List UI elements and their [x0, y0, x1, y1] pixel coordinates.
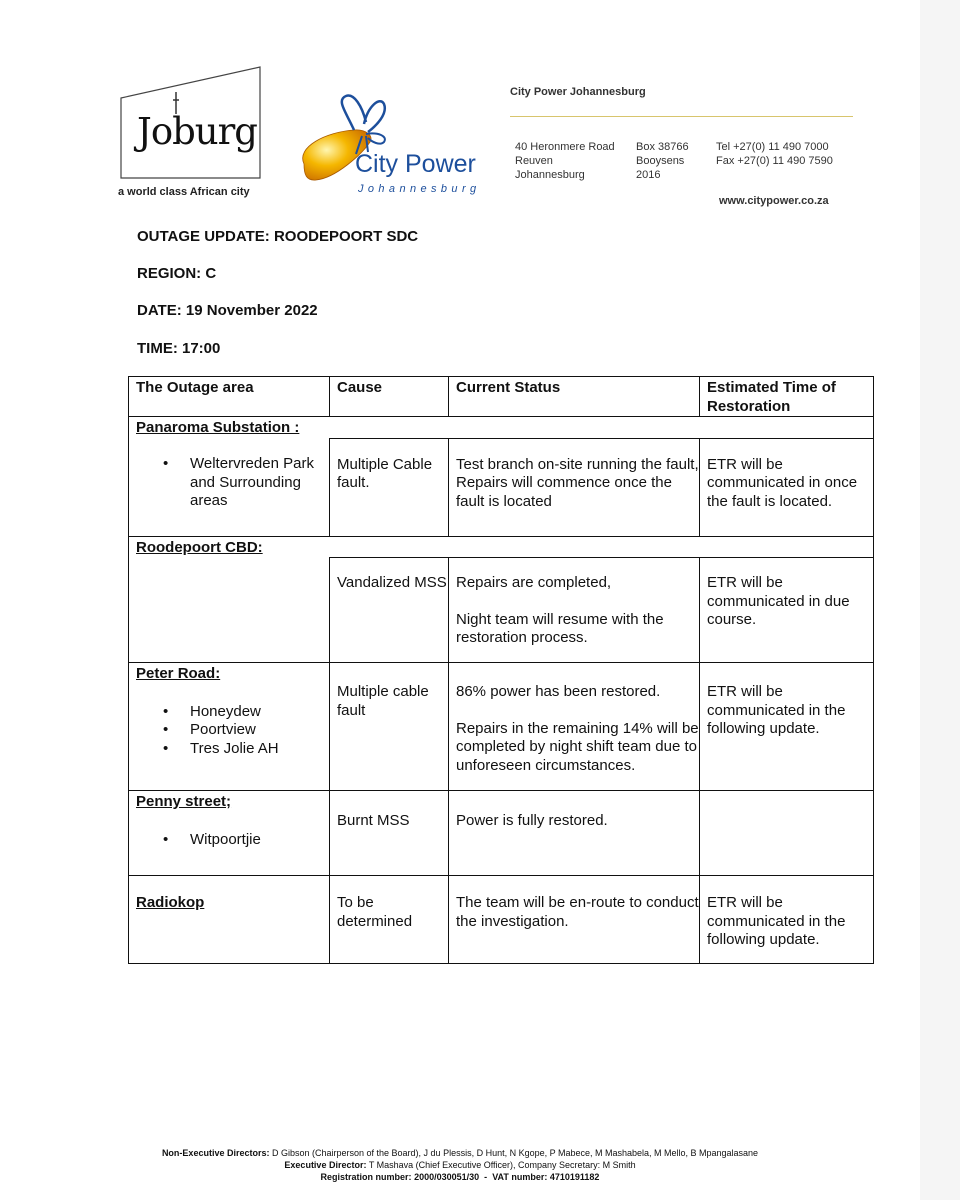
- footer-value: D Gibson (Chairperson of the Board), J du Plessis, D Hunt, N Kgope, P Mabece, M Mashabela, M Mello, B Mpangalasane: [271, 1148, 759, 1158]
- box-block: [636, 140, 689, 182]
- joburg-wordmark: Joburg: [137, 110, 257, 153]
- address-line: 40 Heronmere Road: [515, 141, 615, 153]
- cause-cell: Burnt MSS: [330, 791, 449, 876]
- footer-registration: [0, 1172, 920, 1182]
- phone-block: [716, 140, 833, 168]
- area-heading: Panaroma Substation :: [129, 417, 874, 439]
- table-row: [129, 417, 874, 439]
- box-line: Box 38766: [636, 141, 689, 153]
- document-title: OUTAGE UPDATE: ROODEPOORT SDC: [137, 228, 419, 245]
- footer-separator: -: [484, 1172, 488, 1182]
- column-header: Current Status: [449, 377, 700, 417]
- page-margin: [920, 0, 960, 1200]
- list-item: • Weltervreden Park and Surrounding areas: [136, 455, 329, 511]
- etr-cell: ETR will be communicated in the following update.: [700, 876, 874, 964]
- etr-cell: ETR will be communicated in the following update.: [700, 663, 874, 791]
- table-row: [129, 558, 874, 663]
- list-item: • Tres Jolie AH: [136, 740, 329, 759]
- footer-label: Executive Director:: [284, 1160, 367, 1170]
- website-link[interactable]: www.citypower.co.za: [719, 195, 829, 207]
- area-cell: [129, 663, 330, 791]
- status-line: Repairs are completed,: [456, 574, 612, 591]
- city-power-wordmark: City Power: [355, 150, 476, 178]
- box-line: 2016: [636, 169, 661, 181]
- box-line: Booysens: [636, 155, 685, 167]
- cause-cell: To be determined: [330, 876, 449, 964]
- address-block: [515, 140, 615, 182]
- phone-line: Tel +27(0) 11 490 7000: [716, 141, 829, 153]
- table-row: [129, 663, 874, 791]
- status-line: Repairs in the remaining 14% will be completed by night shift team due to unforeseen circumstances.: [456, 719, 699, 774]
- cause-cell: Multiple cable fault: [330, 663, 449, 791]
- footer-label: Registration number:: [320, 1172, 412, 1182]
- status-cell: Power is fully restored.: [449, 791, 700, 876]
- column-header: Estimated Time of Restoration: [700, 377, 874, 417]
- joburg-logo: [120, 66, 260, 178]
- status-line: Night team will resume with the restoration process.: [456, 610, 664, 646]
- company-name: City Power Johannesburg: [510, 86, 646, 98]
- area-heading: Radiokop: [136, 894, 205, 911]
- time-label: TIME: 17:00: [137, 340, 221, 357]
- table-row: [129, 876, 874, 964]
- etr-cell: [700, 791, 874, 876]
- area-cell: [129, 876, 330, 964]
- date-label: DATE: 19 November 2022: [137, 302, 318, 319]
- area-heading: Peter Road:: [136, 665, 221, 682]
- list-item: • Poortview: [136, 721, 329, 740]
- outage-table: [128, 376, 874, 964]
- cause-cell: Vandalized MSS: [330, 558, 449, 663]
- footer-executive: [0, 1160, 920, 1170]
- status-line: 86% power has been restored.: [456, 683, 661, 700]
- column-header: The Outage area: [129, 377, 330, 417]
- area-cell: [129, 438, 330, 536]
- city-power-subtitle: Johannesburg: [358, 183, 481, 195]
- address-line: Johannesburg: [515, 169, 585, 181]
- list-item: • Witpoortjie: [136, 831, 329, 850]
- address-line: Reuven: [515, 155, 553, 167]
- footer-directors: [0, 1148, 920, 1158]
- table-row: [129, 438, 874, 536]
- footer-value: 2000/030051/30: [414, 1172, 480, 1182]
- column-header: Cause: [330, 377, 449, 417]
- etr-cell: ETR will be communicated in due course.: [700, 558, 874, 663]
- footer-value: T Mashava (Chief Executive Officer), Company Secretary: M Smith: [368, 1160, 636, 1170]
- etr-cell: ETR will be communicated in once the fault is located.: [700, 438, 874, 536]
- region-label: REGION: C: [137, 265, 217, 282]
- fax-line: Fax +27(0) 11 490 7590: [716, 155, 833, 167]
- footer-value: 4710191182: [549, 1172, 600, 1182]
- footer-label: VAT number:: [492, 1172, 548, 1182]
- area-cell: [129, 558, 330, 663]
- area-heading: Penny street;: [136, 793, 232, 810]
- cause-cell: Multiple Cable fault.: [330, 438, 449, 536]
- status-cell: The team will be en-route to conduct the investigation.: [449, 876, 700, 964]
- area-cell: [129, 791, 330, 876]
- area-heading: Roodepoort CBD:: [129, 536, 874, 558]
- list-item: • Honeydew: [136, 703, 329, 722]
- status-cell: [449, 558, 700, 663]
- table-row: [129, 791, 874, 876]
- joburg-tagline: a world class African city: [118, 186, 250, 198]
- status-cell: Test branch on-site running the fault, Repairs will commence once the fault is located: [449, 438, 700, 536]
- table-row: [129, 536, 874, 558]
- footer-label: Non-Executive Directors:: [161, 1148, 270, 1158]
- table-header-row: [129, 377, 874, 417]
- status-cell: [449, 663, 700, 791]
- letterhead-rule: [510, 116, 853, 117]
